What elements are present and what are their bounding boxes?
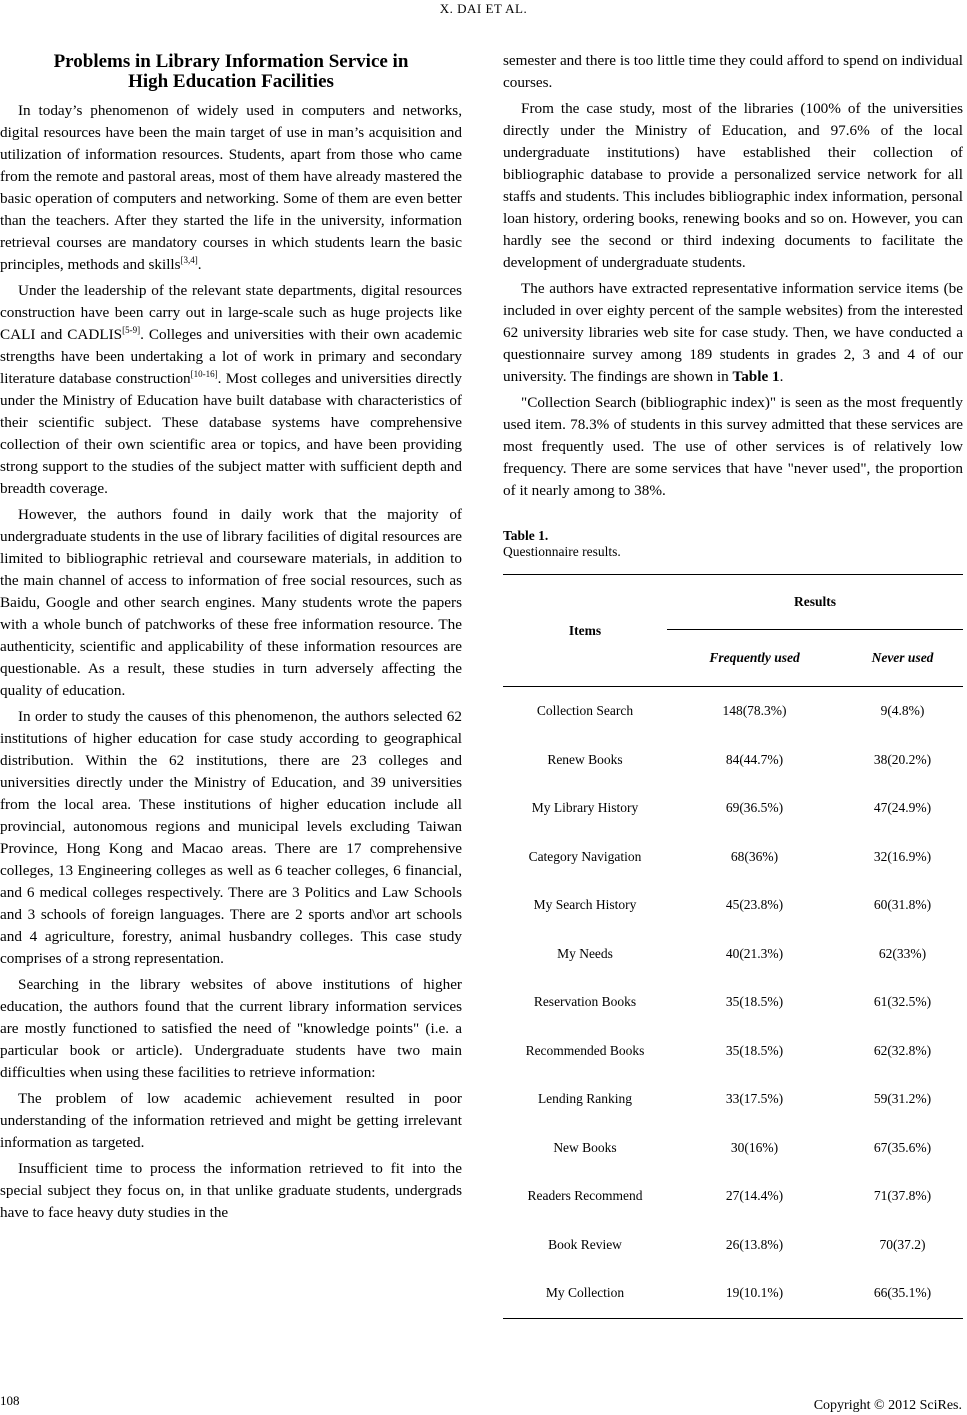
cell-item: My Search History xyxy=(533,897,637,913)
table-row xyxy=(503,1172,963,1221)
cell-never-used: 61(32.5%) xyxy=(873,994,932,1010)
cell-frequently-used: 35(18.5%) xyxy=(725,994,784,1010)
cell-frequently-used: 26(13.8%) xyxy=(725,1236,784,1252)
table-body xyxy=(503,687,963,1319)
cell-frequently-used: 30(16%) xyxy=(730,1139,779,1155)
cell-never-used: 67(35.6%) xyxy=(873,1139,932,1155)
cell-never-used: 59(31.2%) xyxy=(873,1091,932,1107)
cell-frequently-used: 69(36.5%) xyxy=(725,800,784,816)
cell-item: My Needs xyxy=(557,945,613,961)
table-number: Table 1. xyxy=(503,528,549,543)
table-row xyxy=(503,784,963,833)
table-row xyxy=(503,833,963,882)
cell-item: My Library History xyxy=(531,800,639,816)
table-row xyxy=(503,736,963,785)
paragraph: The authors have extracted representative information service items (be included in over eighty percent of the sample websites) from the interested 62 university libraries web site for case study. Then, we have conducted a questionnaire survey among 189 students in grades 2, 3 and 4 of our university. The findings are shown in Table 1. xyxy=(503,280,963,385)
table-row xyxy=(503,687,963,736)
cell-never-used: 9(4.8%) xyxy=(880,703,925,719)
cell-never-used: 60(31.8%) xyxy=(873,897,932,913)
cell-never-used: 38(20.2%) xyxy=(873,751,932,767)
table-row xyxy=(503,1027,963,1076)
paragraph: In order to study the causes of this phenomenon, the authors selected 62 institutions of higher education for case study according to geographical distribution. Within the 62 institutions, there are 23 colleges and universities directly under the Ministry of Education, and 39 universities from the local area. These institutions of higher education include all provincial, autonomous regions and municipal levels excluding Taiwan Province, Hong Kong and Macao areas. There are 17 comprehensive colleges, 13 Engineering colleges as well as 6 teacher colleges, 6 financial, and 6 medical colleges respectively. There are 3 Politics and Law Schools and 3 schools of foreign languages. There are 2 sports and\or art schools and 4 agriculture, forestry, animal husbandry colleges. This case study comprises of a strong representation. xyxy=(0,708,462,967)
citation: [10-16] xyxy=(190,368,218,379)
table-row xyxy=(503,930,963,979)
cell-frequently-used: 40(21.3%) xyxy=(725,945,784,961)
cell-item: Collection Search xyxy=(536,703,634,719)
cell-item: Renew Books xyxy=(547,751,623,767)
cell-frequently-used: 148(78.3%) xyxy=(722,703,787,719)
header-items: Items xyxy=(503,575,667,687)
cell-never-used: 62(32.8%) xyxy=(873,1042,932,1058)
cell-item: My Collection xyxy=(545,1285,625,1301)
cell-frequently-used: 84(44.7%) xyxy=(725,751,784,767)
cell-frequently-used: 68(36%) xyxy=(730,848,779,864)
section-title-line-1: Problems in Library Information Service in xyxy=(53,51,409,72)
cell-never-used: 71(37.8%) xyxy=(873,1188,932,1204)
cell-item: Lending Ranking xyxy=(537,1091,633,1107)
header-never-used: Never used xyxy=(871,650,934,665)
paragraph: semester and there is too little time they could afford to spend on individual courses. xyxy=(503,52,963,91)
cell-item: New Books xyxy=(553,1139,617,1155)
questionnaire-table xyxy=(503,574,963,1319)
cell-never-used: 47(24.9%) xyxy=(873,800,932,816)
cell-item: Book Review xyxy=(548,1236,622,1252)
cell-never-used: 66(35.1%) xyxy=(873,1285,932,1301)
cell-never-used: 70(37.2) xyxy=(879,1236,926,1252)
table-caption-text: Questionnaire results. xyxy=(503,544,621,559)
left-column xyxy=(0,50,462,1228)
paragraph: "Collection Search (bibliographic index)" is seen as the most frequently used item. 78.3% of students in this survey admitted that these services are most frequently used. The use of other services is of relatively low frequency. There are some services that have "never used", the proportion of it nearly among to 38%. xyxy=(503,394,963,499)
cell-frequently-used: 19(10.1%) xyxy=(725,1285,784,1301)
paragraph: However, the authors found in daily work that the majority of undergraduate students in the use of library facilities of digital resources are limited to bibliographic retrieval and courseware materials, in addition to the main channel of access to information of free social resources, such as Baidu, Google and other search engines. Many students wrote the papers with a whole bunch of patchworks of these free information resource. The authenticity, scientific and applicability of these information resources are questionable. As a result, these studies in turn adversely affecting the quality of education. xyxy=(0,506,462,699)
table-row xyxy=(503,1075,963,1124)
cell-never-used: 32(16.9%) xyxy=(873,848,932,864)
section-title xyxy=(0,52,462,92)
table-row xyxy=(503,978,963,1027)
cell-frequently-used: 45(23.8%) xyxy=(725,897,784,913)
cell-frequently-used: 27(14.4%) xyxy=(725,1188,784,1204)
paragraph: Insufficient time to process the information retrieved to fit into the special subject they focus on, in that unlike graduate students, undergrads have to face heavy duty studies in the xyxy=(0,1160,462,1221)
paragraph: From the case study, most of the libraries (100% of the universities directly under the Ministry of Education, and 97.6% of the local undergraduate institutions) have established their collection of bibliographic database to provide a personalized service network for all staffs and students. This includes bibliographic index information, personal loan history, ordering books, renewing books and so on. However, you can hardly see the second or third indexing documents to facilitate the development of undergraduate students. xyxy=(503,100,963,271)
cell-item: Reservation Books xyxy=(533,994,637,1010)
section-title-line-2: High Education Facilities xyxy=(128,71,334,92)
table-row xyxy=(503,881,963,930)
table-reference: Table 1 xyxy=(732,368,780,385)
header-frequently-used: Frequently used xyxy=(709,650,800,665)
cell-item: Readers Recommend xyxy=(527,1188,643,1204)
table-row xyxy=(503,1221,963,1270)
header-results: Results xyxy=(667,575,963,630)
cell-frequently-used: 33(17.5%) xyxy=(725,1091,784,1107)
cell-frequently-used: 35(18.5%) xyxy=(725,1042,784,1058)
cell-item: Category Navigation xyxy=(528,848,642,864)
page-number: 108 xyxy=(0,1393,20,1408)
paragraph: Searching in the library websites of above institutions of higher education, the authors found that the current library information services are mostly functioned to satisfied the need of "knowledge points" (i.e. a particular book or article). Undergraduate students have two main difficulties when using these facilities to retrieve information: xyxy=(0,976,462,1081)
table-row xyxy=(503,1269,963,1318)
table-row xyxy=(503,1124,963,1173)
cell-item: Recommended Books xyxy=(525,1042,645,1058)
running-head: X. DAI ET AL. xyxy=(439,1,528,16)
paragraph: The problem of low academic achievement resulted in poor understanding of the information retrieved and might be getting irrelevant information as targeted. xyxy=(0,1090,462,1151)
cell-never-used: 62(33%) xyxy=(878,945,927,961)
paragraph: In today’s phenomenon of widely used in computers and networks, digital resources have been the main target of use in man’s acquisition and utilization of information resources. Students, apart from those who came from the remote and pastoral areas, most of them have already mastered the basic operation of computers and networking. Some of them are even better than the teachers. After they started the life in the university, information retrieval courses are mandatory courses in which students learn the basic principles, methods and skills[3,4]. xyxy=(0,102,462,273)
copyright: Copyright © 2012 SciRes. xyxy=(813,1398,962,1413)
right-column xyxy=(503,50,963,1319)
table-caption xyxy=(503,528,963,560)
paragraph: Under the leadership of the relevant state departments, digital resources construction have been carry out in large-scale such as huge projects like CALI and CADLIS[5-9]. Colleges and universities with their own academic strengths have been undertaking a lot of work in primary and secondary literature database construction[10-16]. Most colleges and universities directly under the Ministry of Education have built database with characteristics of their scientific subject. These database systems have comprehensive collection of their own scientific area or topics, and have been providing strong support to the studies of the subject matter with sufficient depth and breadth coverage. xyxy=(0,282,462,497)
citation: [3,4] xyxy=(180,254,198,265)
citation: [5-9] xyxy=(122,324,141,335)
